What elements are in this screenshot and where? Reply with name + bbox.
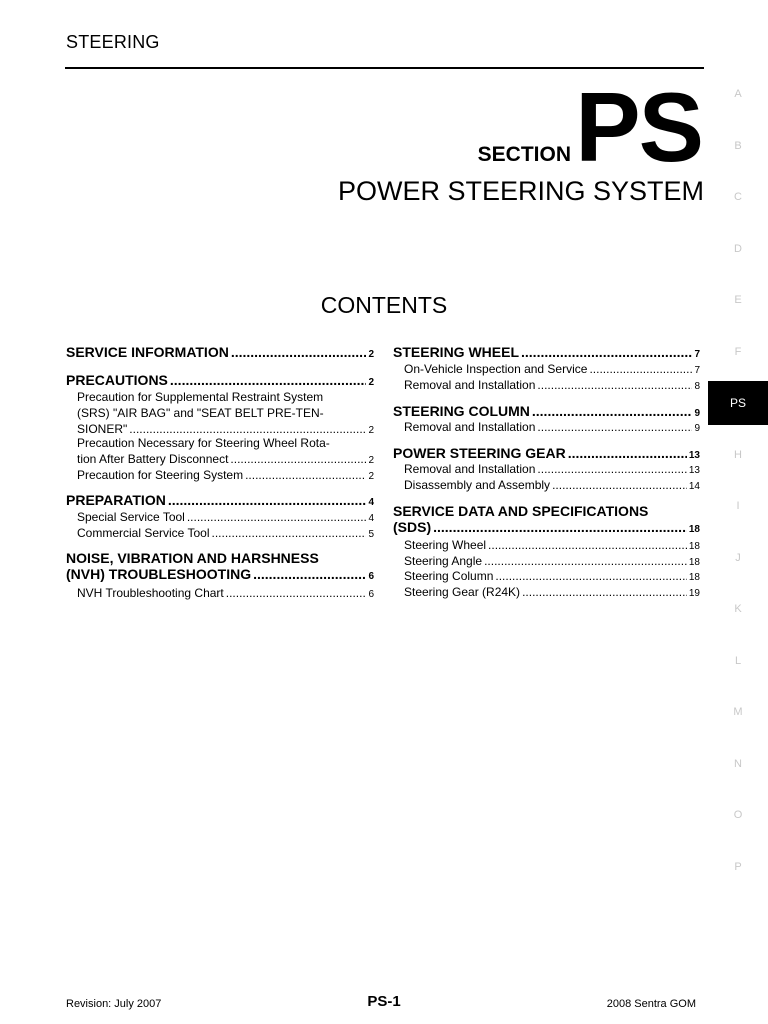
toc-page-number: 2 [368, 455, 374, 466]
section-tab-h[interactable]: H [734, 448, 742, 461]
toc-entry-text: POWER STEERING GEAR [393, 445, 566, 461]
footer-page-number: PS-1 [367, 993, 401, 1010]
toc-entry-text: Removal and Installation [404, 462, 536, 476]
section-title: POWER STEERING SYSTEM [337, 176, 704, 206]
toc-entry-text: SERVICE DATA AND SPECIFICATIONS [393, 503, 649, 519]
toc-dot-leader [537, 377, 692, 393]
toc-sub-entry[interactable] [404, 584, 700, 602]
toc-dot-leader [170, 372, 367, 388]
section-tab-e[interactable]: E [734, 294, 742, 306]
toc-page-number: 7 [694, 349, 700, 360]
toc-dot-leader [488, 537, 687, 553]
toc-entry-text: Precaution Necessary for Steering Wheel Rota- [77, 436, 330, 450]
toc-dot-leader [245, 467, 366, 483]
section-tab-p[interactable]: P [734, 860, 742, 873]
toc-sub-entry[interactable] [77, 389, 374, 439]
toc-page-number: 13 [688, 450, 700, 461]
toc-page-number: 7 [694, 365, 700, 376]
toc-sub-entry[interactable] [77, 585, 374, 603]
toc-page-number: 13 [688, 465, 700, 476]
toc-dot-leader [187, 509, 367, 525]
section-tab-a[interactable]: A [734, 88, 742, 100]
toc-entry-text: NOISE, VIBRATION AND HARSHNESS [66, 550, 319, 566]
toc-heading-entry[interactable] [66, 344, 374, 363]
toc-dot-leader [495, 568, 686, 584]
section-tab-l[interactable]: L [734, 654, 742, 667]
toc-sub-entry[interactable] [77, 467, 374, 485]
toc-page-number: 2 [368, 349, 374, 360]
toc-page-number: 4 [368, 513, 374, 524]
toc-sub-entry[interactable] [77, 435, 374, 469]
toc-page-number: 18 [688, 572, 700, 583]
toc-dot-leader [231, 344, 367, 360]
footer-model: 2008 Sentra GOM [606, 998, 696, 1010]
toc-page-number: 19 [688, 588, 700, 599]
section-tab-f[interactable]: F [734, 345, 742, 358]
toc-heading-entry[interactable] [66, 550, 374, 585]
toc-dot-leader [537, 461, 686, 477]
toc-entry-text: Precaution for Supplemental Restraint System [77, 390, 324, 404]
toc-entry-text: STEERING WHEEL [393, 344, 520, 360]
section-tab-j[interactable]: J [735, 551, 741, 564]
header-rule [65, 67, 704, 69]
toc-page-number: 8 [694, 381, 700, 392]
toc-entry-text: Precaution for Steering System [77, 468, 244, 482]
toc-sub-entry[interactable] [404, 477, 700, 495]
toc-entry-text: (SDS) [393, 519, 432, 535]
toc-sub-entry[interactable] [404, 419, 700, 437]
toc-dot-leader [253, 566, 366, 582]
toc-entry-text: (NVH) TROUBLESHOOTING [66, 566, 252, 582]
toc-entry-text: Steering Wheel [404, 538, 487, 552]
toc-entry-text: tion After Battery Disconnect [77, 452, 229, 466]
toc-entry-text: Steering Angle [404, 554, 483, 568]
contents-heading: CONTENTS [320, 292, 448, 318]
toc-sub-entry[interactable] [77, 525, 374, 543]
toc-dot-leader [433, 519, 687, 535]
section-tab-n[interactable]: N [734, 757, 742, 770]
toc-page-number: 9 [694, 408, 700, 419]
toc-page-number: 18 [688, 557, 700, 568]
toc-page-number: 2 [368, 471, 374, 482]
toc-dot-leader [521, 344, 692, 360]
section-label: SECTION [477, 143, 571, 166]
toc-page-number: 14 [688, 481, 700, 492]
toc-entry-text: Commercial Service Tool [77, 526, 210, 540]
toc-page-number: 6 [368, 589, 374, 600]
toc-dot-leader [532, 403, 693, 419]
toc-page-number: 2 [368, 377, 374, 388]
toc-heading-entry[interactable] [393, 503, 700, 538]
section-tab-m[interactable]: M [733, 706, 743, 718]
toc-entry-text: SIONER" [77, 422, 128, 436]
section-tab-c[interactable]: C [734, 191, 742, 203]
toc-entry-text: Removal and Installation [404, 420, 536, 434]
section-index-tabs [708, 0, 768, 1024]
toc-page-number: 18 [688, 524, 700, 535]
toc-page-number: 5 [368, 529, 374, 540]
toc-entry-text: PRECAUTIONS [66, 372, 168, 388]
page-header-title: STEERING [66, 32, 160, 52]
toc-page-number: 18 [688, 541, 700, 552]
section-tab-i[interactable]: I [736, 500, 740, 512]
toc-entry-text: SERVICE INFORMATION [66, 344, 229, 360]
toc-page-number: 4 [368, 497, 374, 508]
toc-dot-leader [537, 419, 692, 435]
toc-entry-text: STEERING COLUMN [393, 403, 530, 419]
toc-dot-leader [589, 361, 692, 377]
toc-dot-leader [230, 451, 366, 467]
toc-entry-text: Steering Gear (R24K) [404, 585, 521, 599]
toc-dot-leader [552, 477, 687, 493]
section-code: PS [575, 72, 702, 182]
toc-page-number: 2 [368, 425, 374, 436]
section-tab-k[interactable]: K [734, 603, 742, 615]
toc-dot-leader [568, 445, 687, 461]
toc-dot-leader [484, 553, 687, 569]
toc-sub-entry[interactable] [404, 377, 700, 395]
toc-dot-leader [226, 585, 367, 601]
toc-entry-text: NVH Troubleshooting Chart [77, 586, 224, 600]
toc-page-number: 6 [368, 571, 374, 582]
section-tab-o[interactable]: O [733, 809, 743, 821]
toc-dot-leader [168, 492, 367, 508]
toc-entry-text: Disassembly and Assembly [404, 478, 551, 492]
toc-entry-text: PREPARATION [66, 492, 166, 508]
toc-entry-text: Removal and Installation [404, 378, 536, 392]
section-tab-d[interactable]: D [734, 242, 742, 255]
toc-dot-leader [212, 525, 367, 541]
toc-entry-text: On-Vehicle Inspection and Service [404, 362, 588, 376]
toc-entry-text: Special Service Tool [77, 510, 185, 524]
toc-entry-text: (SRS) "AIR BAG" and "SEAT BELT PRE-TEN- [77, 406, 324, 420]
section-tab-ps[interactable]: PS [708, 381, 768, 425]
footer-revision: Revision: July 2007 [66, 998, 162, 1010]
toc-page-number: 9 [694, 423, 700, 434]
toc-dot-leader [522, 584, 687, 600]
section-tab-b[interactable]: B [734, 139, 742, 152]
toc-entry-text: Steering Column [404, 569, 494, 583]
